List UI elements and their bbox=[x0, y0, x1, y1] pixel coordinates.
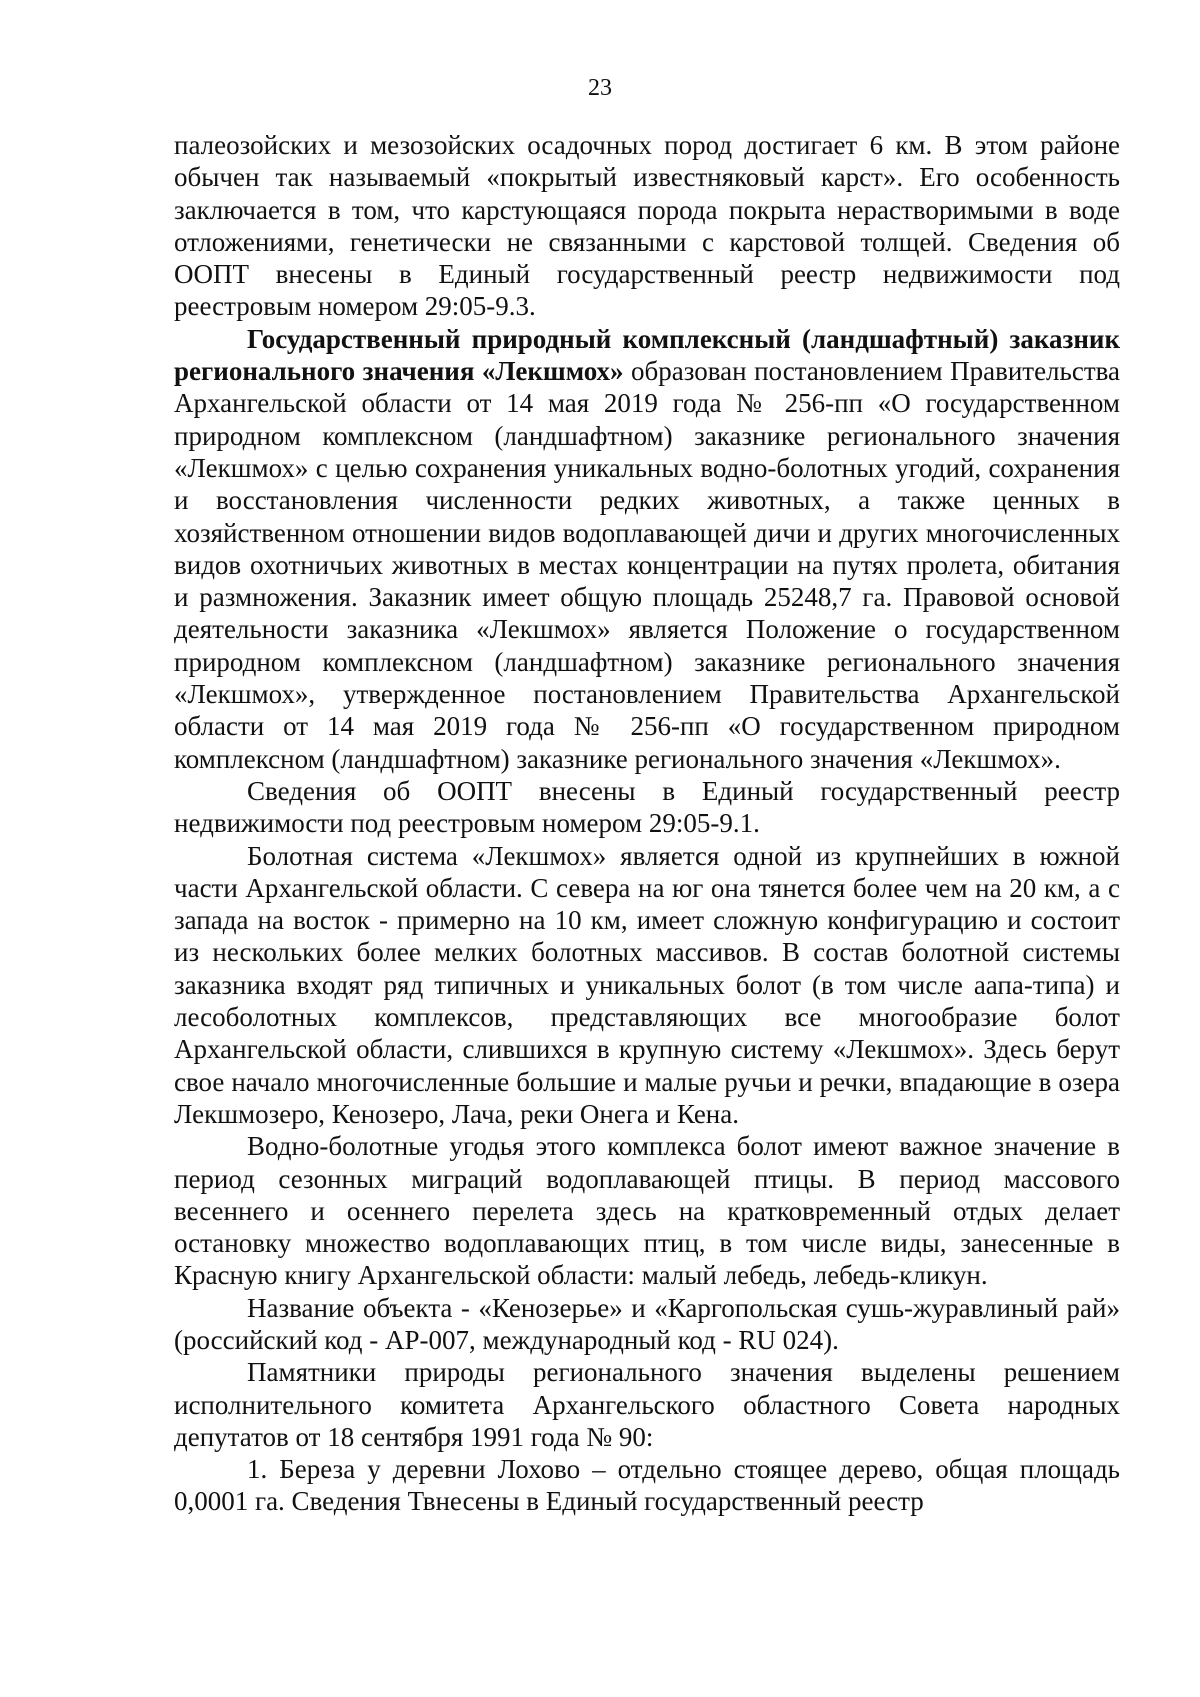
paragraph-wetlands: Водно-болотные угодья этого комплекса болот имеют важное значение в период сезонных миграций водоплавающей птицы. В период массового весеннего и осеннего перелета здесь на кратковременный отдых делает остановку множество водоплавающих птиц, в том числе виды, занесенные в Красную книгу Архангельской области: малый лебедь, лебедь-кликун. bbox=[174, 1131, 1120, 1291]
page-number: 23 bbox=[588, 75, 612, 101]
paragraph-monuments: Памятники природы регионального значения выделены решением исполнительного комитета Архангельского областного Совета народных депутатов от 18 сентября 1991 года № 90: bbox=[174, 1357, 1120, 1452]
paragraph-bog-system: Болотная система «Лекшмох» является одной из крупнейших в южной части Архангельской области. С севера на юг она тянется более чем на 20 км, а с запада на восток - примерно на 10 км, имеет сложную конфигурацию и состоит из нескольких более мелких болотных массивов. В состав болотной системы заказника входят ряд типичных и уникальных болот (в том числе аапа-типа) и лесоболотных комплексов, представляющих все многообразие болот Архангельской области, слившихся в крупную систему «Лекшмох». Здесь берут свое начало многочисленные большие и малые ручьи и речки, впадающие в озера Лекшмозеро, Кенозеро, Лача, реки Онега и Кена. bbox=[174, 840, 1120, 1129]
reserve-description: образован постановлением Правительства Архангельской области от 14 мая 2019 года № 256-пп «О государственном природном комплексном (ландшафтном) заказнике регионального значения «Лекшмох» с целью сохранения уникальных водно-болотных угодий, сохранения и восстановления численности редких животных, а также ценных в хозяйственном отношении видов водоплавающей дичи и других многочисленных видов охотничьих животных в местах концентрации на путях пролета, обитания и размножения. Заказник имеет общую площадь 25248,7 га. Правовой основой деятельности заказника «Лекшмох» является Положение о государственном природном комплексном (ландшафтном) заказнике регионального значения «Лекшмох», утвержденное постановлением Правительства Архангельской области от 14 мая 2019 года № 256-пп «О государственном природном комплексном (ландшафтном) заказнике регионального значения «Лекшмох». bbox=[174, 356, 1120, 774]
reserve-title: Государственный природный комплексный (ландшафтный) заказник регионального значения «Лекшмох» bbox=[174, 323, 1120, 387]
document-body bbox=[174, 129, 1120, 1518]
paragraph-karst: палеозойских и мезозойских осадочных пород достигает 6 км. В этом районе обычен так называемый «покрытый известняковый карст». Его особенность заключается в том, что карстующаяся порода покрыта нерастворимыми в воде отложениями, генетически не связанными с карстовой толщей. Сведения об ООПТ внесены в Единый государственный реестр недвижимости под реестровым номером 29:05-9.3. bbox=[174, 130, 1120, 322]
paragraph-birch: 1. Береза у деревни Лохово – отдельно стоящее дерево, общая площадь 0,0001 га. Сведения Твнесены в Единый государственный реестр bbox=[174, 1454, 1120, 1517]
paragraph-lekshmokh-reserve bbox=[174, 323, 1120, 775]
paragraph-object-name: Название объекта - «Кенозерье» и «Каргопольская сушь-журавлиный рай» (российский код - АР-007, международный код - RU 024). bbox=[174, 1292, 1120, 1355]
paragraph-registry: Сведения об ООПТ внесены в Единый государственный реестр недвижимости под реестровым номером 29:05-9.1. bbox=[174, 775, 1120, 839]
